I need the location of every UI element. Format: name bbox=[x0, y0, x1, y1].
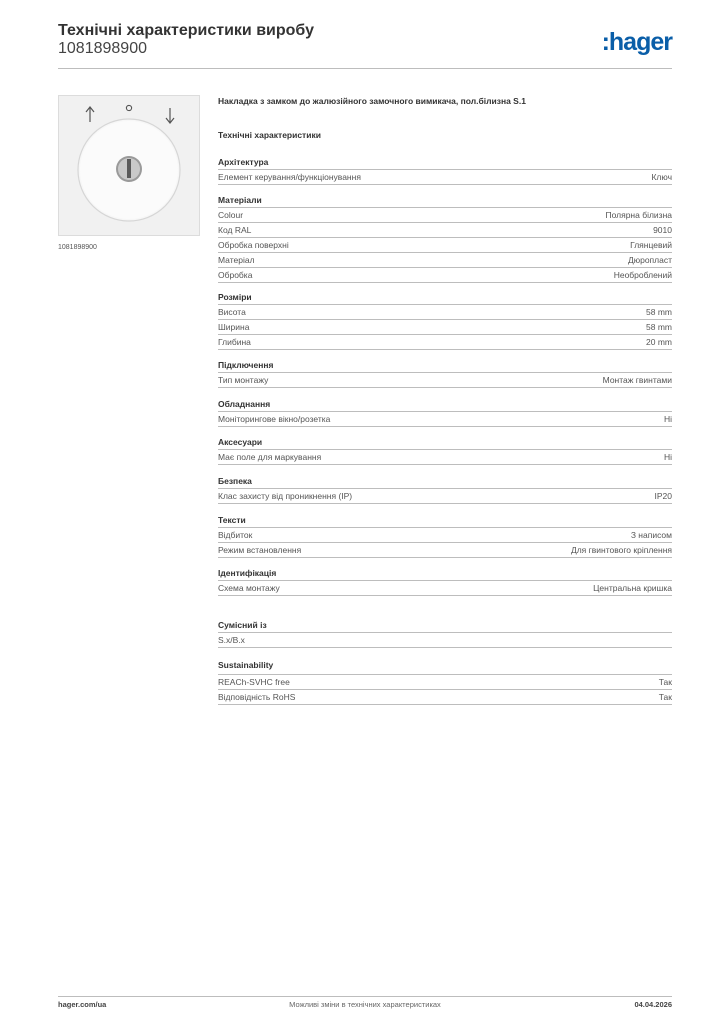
spec-row: Ширина 58 mm bbox=[218, 319, 672, 334]
spec-row: REACh-SVHC free Так bbox=[218, 674, 672, 689]
spec-row: Код RAL 9010 bbox=[218, 222, 672, 237]
spec-row: Матеріал Дюропласт bbox=[218, 252, 672, 267]
footer-date: 04.04.2026 bbox=[634, 1000, 672, 1009]
spec-row: Елемент керування/функціонування Ключ bbox=[218, 169, 672, 185]
product-title: Накладка з замком до жалюзійного замочного вимикача, пол.білизна S.1 bbox=[218, 96, 526, 106]
spec-row: Має поле для маркування Ні bbox=[218, 449, 672, 465]
section-sustainability: Sustainability REACh-SVHC free Так Відповідність RoHS Так bbox=[218, 658, 672, 705]
spec-row: Висота 58 mm bbox=[218, 304, 672, 319]
document-number: 1081898900 bbox=[58, 40, 147, 57]
key-lock-cover-image bbox=[59, 96, 199, 235]
footer-website[interactable]: hager.com/ua bbox=[58, 1000, 107, 1009]
spec-row: Глибина 20 mm bbox=[218, 334, 672, 350]
spec-row: Режим встановлення Для гвинтового кріплення bbox=[218, 542, 672, 558]
section-architecture: Архітектура Елемент керування/функціонування Ключ bbox=[218, 155, 672, 185]
spec-row: Відбиток З написом bbox=[218, 527, 672, 542]
product-image bbox=[58, 95, 200, 236]
spec-row: Відповідність RoHS Так bbox=[218, 689, 672, 705]
section-connection: Підключення Тип монтажу Монтаж гвинтами bbox=[218, 358, 672, 388]
section-compatible: Сумісний із S.x/B.x bbox=[218, 618, 672, 648]
spec-row: Клас захисту від проникнення (IP) IP20 bbox=[218, 488, 672, 504]
section-dimensions: Розміри Висота 58 mm Ширина 58 mm Глибина 20 mm bbox=[218, 290, 672, 350]
spec-row: S.x/B.x bbox=[218, 632, 672, 648]
spec-row: Обробка поверхні Глянцевий bbox=[218, 237, 672, 252]
spec-row: Схема монтажу Центральна кришка bbox=[218, 580, 672, 596]
section-accessories: Аксесуари Має поле для маркування Ні bbox=[218, 435, 672, 465]
spec-row: Colour Полярна білизна bbox=[218, 207, 672, 222]
spec-row: Обробка Необроблений bbox=[218, 267, 672, 283]
section-materials: Матеріали Colour Полярна білизна Код RAL 9010 Обробка поверхні Глянцевий Матеріал Дюропласт Обробка Необроблений bbox=[218, 193, 672, 283]
spec-row: Моніторингове вікно/розетка Ні bbox=[218, 411, 672, 427]
hager-logo: :hager bbox=[601, 28, 672, 56]
spec-row: Тип монтажу Монтаж гвинтами bbox=[218, 372, 672, 388]
section-texts: Тексти Відбиток З написом Режим встановлення Для гвинтового кріплення bbox=[218, 513, 672, 558]
image-caption: 1081898900 bbox=[58, 244, 97, 251]
section-safety: Безпека Клас захисту від проникнення (IP) IP20 bbox=[218, 474, 672, 504]
footer-notice: Можливі зміни в технічних характеристиках bbox=[289, 1000, 441, 1009]
page-header bbox=[58, 22, 672, 69]
spec-heading: Технічні характеристики bbox=[218, 130, 321, 140]
section-equipment: Обладнання Моніторингове вікно/розетка Ні bbox=[218, 397, 672, 427]
section-identification: Ідентифікація Схема монтажу Центральна кришка bbox=[218, 566, 672, 596]
document-title: Технічні характеристики виробу bbox=[58, 22, 314, 39]
page-footer bbox=[58, 996, 672, 1013]
